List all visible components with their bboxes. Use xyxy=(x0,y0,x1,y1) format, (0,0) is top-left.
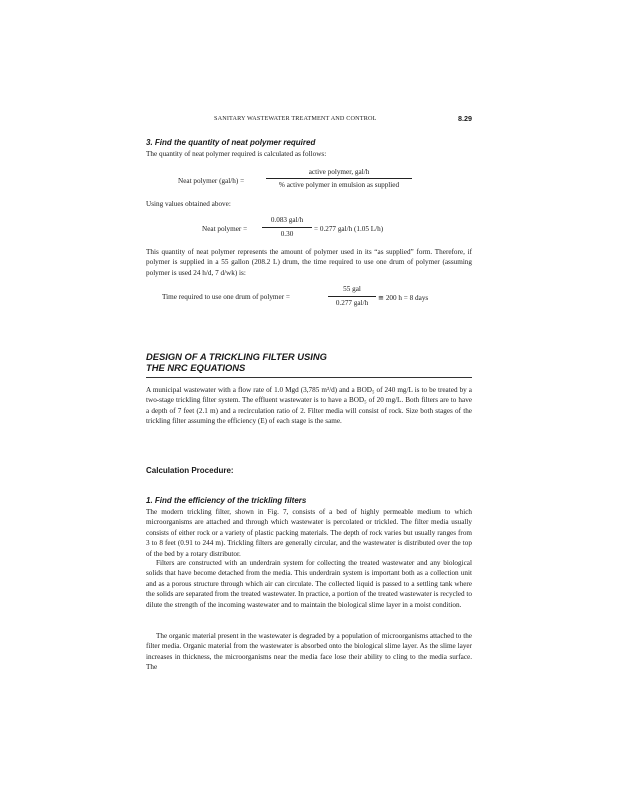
section-title xyxy=(146,351,327,373)
running-head-title: SANITARY WASTEWATER TREATMENT AND CONTROL xyxy=(214,115,377,122)
problem-statement: A municipal wastewater with a flow rate of 1.0 Mgd (3,785 m³/d) and a BOD₅ of 240 mg/L is to be treated by a two-stage trickling filter system. The effluent wastewater is to have a BOD₅ of 20 mg/L. Both filters are to have a depth of 7 feet (2.1 m) and a recirculation ratio of 2. Filter media will consist of rock. Size both stages of the trickling filter assuming the efficiency (E) of each stage is the same. xyxy=(146,386,472,426)
procedure-paragraph-1: The modern trickling filter, shown in Fig. 7, consists of a bed of highly permeable medium to which microorganisms are attached and through which wastewater is percolated or trickled. The filter media usually consists of either rock or a variety of plastic packing materials. The depth of rock varies but usually ranges from 3 to 8 feet (0.91 to 244 m). Trickling filters are generally circular, and the wastewater is distributed over the top of the bed by a rotary distributor. xyxy=(146,508,472,558)
eq2-fraction-bar xyxy=(262,227,312,228)
section-title-line1: DESIGN OF A TRICKLING FILTER USING xyxy=(146,351,327,362)
procedure-paragraph-2: Filters are constructed with an underdrain system for collecting the treated wastewater and any biological solids that have become detached from the media. This underdrain system is important both as a collection unit and as a porous structure through which air can circulate. The collected liquid is passed to a settling tank where the solids are separated from the treated wastewater. In practice, a portion of the treated wastewater is recycled to dilute the strength of the incoming wastewater and to maintain the biological slime layer in a moist condition. xyxy=(146,559,472,609)
step1-heading: 1. Find the efficiency of the trickling filters xyxy=(146,496,307,505)
section-title-line2: THE NRC EQUATIONS xyxy=(146,362,246,373)
calculation-procedure-heading: Calculation Procedure: xyxy=(146,466,234,475)
step3-heading: 3. Find the quantity of neat polymer required xyxy=(146,138,316,147)
eq3-denominator: 0.277 gal/h xyxy=(335,299,369,307)
eq2-denominator: 0.30 xyxy=(280,230,294,238)
eq1-numerator: active polymer, gal/h xyxy=(308,168,370,176)
page-number: 8.29 xyxy=(458,114,472,123)
eq1-lhs: Neat polymer (gal/h) = xyxy=(178,177,245,185)
eq3-numerator: 55 gal xyxy=(343,285,361,293)
eq1-fraction-bar xyxy=(266,178,412,179)
eq3-lhs: Time required to use one drum of polymer = xyxy=(162,293,290,301)
eq2-lhs: Neat polymer = xyxy=(202,225,248,233)
eq3-fraction-bar xyxy=(328,296,376,297)
step3-intro: The quantity of neat polymer required is calculated as follows: xyxy=(146,150,327,158)
procedure-paragraph-3: The organic material present in the wastewater is degraded by a population of microorganisms attached to the filter media. Organic material from the wastewater is absorbed onto the biological slime layer. As the slime layer increases in thickness, the microorganisms near the media face lose their ability to cling to the media surface. The xyxy=(146,632,472,672)
eq3-result: ≅ 200 h = 8 days xyxy=(378,294,429,302)
section-rule xyxy=(146,377,472,378)
eq2-numerator: 0.083 gal/h xyxy=(270,216,304,224)
eq2-result: = 0.277 gal/h (1.05 L/h) xyxy=(314,225,384,233)
step3-paragraph: This quantity of neat polymer represents the amount of polymer used in its “as supplied” form. Therefore, if polymer is supplied in a 55 gallon (208.2 L) drum, the time required to use one drum of polymer (assuming polymer is used 24 h/d, 7 d/wk) is: xyxy=(146,248,472,277)
eq1-denominator: % active polymer in emulsion as supplied xyxy=(278,181,400,189)
step3-using-values: Using values obtained above: xyxy=(146,200,231,208)
